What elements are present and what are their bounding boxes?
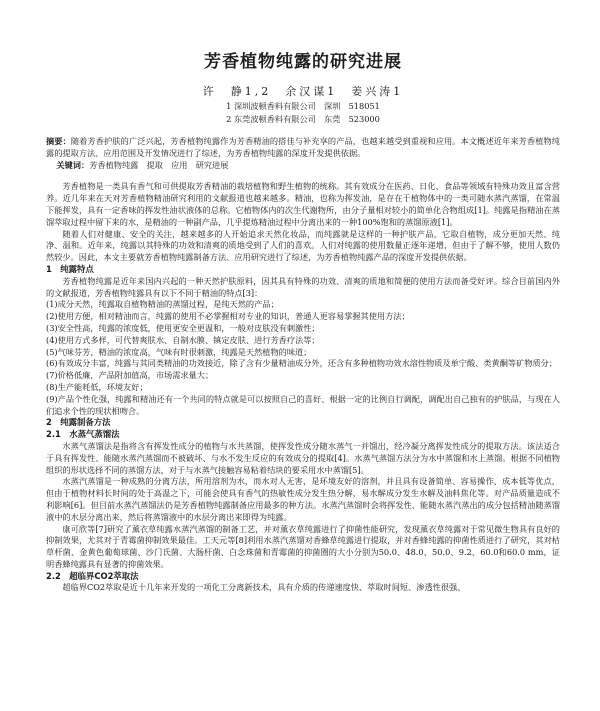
section-2-1-paragraph-1: 水蒸气蒸馏法是指将含有挥发性成分的植物与水共蒸馏，使挥发性成分随水蒸气一并馏出，经冷凝分离挥发性成分的提取方法。该法适合于具有挥发性、能随水蒸汽蒸馏而不被破坏、与水不发生反应的有效成分的提取[4]。水蒸气蒸馏方法分为水中蒸馏和水上蒸馏。根据不同植物组织的形状选择不同的蒸馏方法，对于与水蒸气接触容易粘着结块的要采用水中蒸馏[5]。 xyxy=(46,440,560,475)
feature-list-item: (3)安全性高，纯露的浓度低，使用更安全更温和，一般对皮肤没有刺激性； xyxy=(46,322,320,333)
section-2-1-heading: 2.1 水蒸气蒸馏法 xyxy=(46,429,120,440)
keywords-label: 关键词： xyxy=(56,159,90,170)
affiliation-1: 1 深圳波顿香料有限公司 深圳 518051 xyxy=(226,101,380,111)
feature-list-item: (4)使用方式多样，可代替爽肤水、自制水膜、镇定皮肤、进行芳香疗法等； xyxy=(46,334,320,345)
section-1-heading: 1 纯露特点 xyxy=(46,263,94,274)
feature-list-item: (8)生产能耗低，环境友好； xyxy=(46,381,148,392)
keywords-text: 芳香植物纯露 提取 应用 研究进展 xyxy=(89,159,229,170)
section-2-2-heading: 2.2 超临界CO2萃取法 xyxy=(46,570,139,581)
feature-list-item: (5)气味芬芳，精油的浓度高，气味有时很刺激，纯露是天然植物的味道； xyxy=(46,346,312,357)
feature-list-item: (7)价格低廉，产品附加值高，市场需求量大； xyxy=(46,370,214,381)
keywords xyxy=(46,160,560,172)
section-2-1-paragraph-3: 康可欣等[7]研究了薰衣草纯露水蒸汽蒸馏的制备工艺，并对薰衣草纯露进行了抑菌性能研究，发现薰衣草纯露对于常见微生物具有良好的抑制效果，尤其对于青霉菌抑制效果最佳。工天元等[8]利用水蒸汽蒸馏对香蜂草纯露进行提取，并对香蜂纯露的抑菌性质进行了研究，其对枯草杆菌、金黄色葡萄球菌、沙门氏菌、大肠杆菌、白念珠菌和青霉菌的抑菌圈的大小分别为50.0、48.0、50.0、9.2、60.0和60.0 mm，证明香蜂纯露具有显著的抑菌效果。 xyxy=(46,523,560,569)
feature-list-item: (6)有效成分丰富，纯露与其同类精油的功效接近，除了含有少量精油成分外，还含有多种植物功效水溶性物质及单宁酸、类黄酮等矿物质分； xyxy=(46,358,558,369)
section-2-2-paragraph-1: 超临界CO2萃取是近十几年来开发的一项化工分离新技术，具有介质的传递速度快、萃取时间短、渗透性很强、 xyxy=(62,582,466,593)
paper-title: 芳香植物纯露的研究进展 xyxy=(204,52,402,72)
intro-paragraph-1: 芳香植物是一类具有香气和可供提取芳香精油的栽培植物和野生植物的统称。其有效成分在医药、日化、食品等领域有特殊功效且富含营养。近几年来在天对芳香植物精油研究利用的文献报道也越来越多。精油，也称为挥发油，是存在于植物体中的一类可随水蒸汽蒸馏，在常温下能挥发，具有一定香味的挥发性油状液体的总称。它植物体内的次生代谢物所，由分子量相对较小的简单化合物组成[1]。纯露是指精油在蒸馏萃取过程中留下来的水，是精油的一种副产品，几乎提炼精油过程中分离出来的一种100%饱和的蒸馏原液[1]。 xyxy=(46,181,560,227)
section-1-paragraph: 芳香植物纯露是近年来国内兴起的一种天然护肤原料，因其具有特殊的功效、清爽的质地和简便的使用方法而备受好评。综合目前国内外的文献报道，芳香植物纯露具有以下不同于精油的特点[3]： xyxy=(46,275,560,298)
abstract-text: 随着芳香护肤的广泛兴起，芳香植物纯露作为芳香精油的搭佳与补充享的产品，也越来越受到重视和应用。本文概述近年来芳香植物纯露的提取方法、应用范围及开发情况进行了综述，为芳香植物纯露的深度开发提供依据。 xyxy=(46,136,560,158)
feature-list-item: (2)使用方便，相对精油而言，纯露的使用不必掌握相对专业的知识，普通人更容易掌握其使用方法； xyxy=(46,311,410,322)
affiliation-2: 2 东莞波顿香料有限公司 东莞 523000 xyxy=(226,113,380,124)
section-2-1-paragraph-2: 水蒸汽蒸馏是一种成熟的分离方法，所用溶剂为水，而水对人无害，是环境友好的溶剂，并且具有设备简单、容易操作、成本低等优点，但由于植物材料长时间的处于高温之下，可能会使具有香气的热敏性成分发生热分解，易水解成分发生水解及油料焦化等。对产品质量造成不利影响[6]。但目前水蒸汽蒸馏法仍是芳香植物纯露制备应用最多的种方法。水蒸汽蒸馏时会将挥发性、能随水蒸汽蒸出的成分包括精油随蒸馏液中的水层分离出来，然后将蒸馏液中的水层分离出来即得为纯露。 xyxy=(46,476,560,522)
feature-list-item: (1)成分天然，纯露取自植物精油的蒸馏过程，是纯天然的产品； xyxy=(46,299,279,310)
section-2-heading: 2 纯露制备方法 xyxy=(46,417,111,428)
abstract-label: 摘要： xyxy=(46,136,71,146)
author-list: 许 静1,2 余汉谋1 姜兴涛1 xyxy=(202,85,404,98)
abstract xyxy=(46,136,560,160)
intro-paragraph-2: 随着人们对健康、安全的关注，越来越多的人开始追求天然化妆品，而纯露就是这样的一种护肤产品，它取自植物，成分更加天然、纯净、温和。近年来，纯露以其特殊的功效和清爽的质地受到了人们的喜欢。人们对纯露的使用数量正逐年递增，但由于了解不够，使用人数仍然较少。因此，本文主要就芳香植物纯露制备方法、应用研究进行了综述，为芳香植物纯露产品的深度开发提供依据。 xyxy=(46,228,560,263)
feature-list-item: (9)产品个性化强，纯露和精油还有一个共同的特点就是可以按照自己的喜好、根据一定的比例自行调配，调配出自己独有的护肤品，与现在人们追求个性的现状相吻合。 xyxy=(46,393,560,416)
